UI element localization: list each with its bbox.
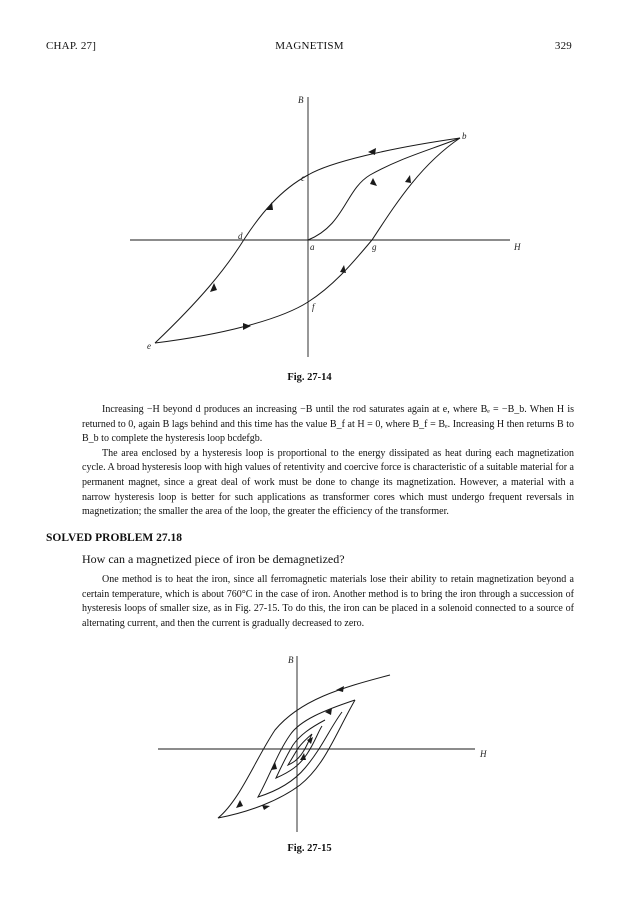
fig1-lower-branch [155,138,460,343]
solved-problem-question: How can a magnetized piece of iron be demagnetized? [82,552,345,566]
running-header-chapter: CHAP. 27] [46,40,97,52]
fig1-upper-branch [155,138,460,343]
solved-problem-answer: One method is to heat the iron, since all ferromagnetic materials lose their ability to retain magnetization beyond a certain temperature, which is about 760°C in the case of iron. Another method is to bring the iron through a succession of hysteresis loops of smaller size, as in Fig. 27-15. To do this, the iron can be placed in a solenoid connected to a source of alternating current, and then the current is gradually decreased to zero. [82,574,574,629]
fig2-loop-2 [258,700,355,797]
fig1-axis-label-B: B [298,95,304,105]
solved-problem-answer-block [82,573,574,631]
fig1-label-g: g [372,242,377,252]
fig2-arrow-2 [325,708,332,715]
fig2-arrow-4 [262,805,270,810]
fig1-label-d: d [238,231,243,241]
fig1-arrow-lower-3 [405,175,411,183]
fig1-label-b: b [462,131,467,141]
fig1-label-f: f [312,302,315,312]
fig1-label-a: a [310,242,315,252]
fig1-arrow-initial [370,178,377,186]
fig2-loop-inner [288,734,312,765]
paragraph-loop-area: The area enclosed by a hysteresis loop is proportional to the energy dissipated as heat during each magnetization cycle. A broad hysteresis loop with high values of retentivity and coercive force is characteristic of a suitable material for a permanent magnet, since a great deal of work must be done to change its magnetization. However, a material with a narrow hysteresis loop is better for such applications as transformer cores which must undergo frequent reversals in magnetization; the smaller the area of the loop, the greater the efficiency of the transformer. [82,447,574,518]
fig1-arrow-lower-1 [243,323,251,330]
body-text [82,403,574,520]
fig2-arrow-3 [236,800,243,808]
fig1-arrow-lower-2 [340,265,346,273]
figure-27-15-caption: Fig. 27-15 [287,843,332,854]
solved-problem-heading: SOLVED PROBLEM 27.18 [46,532,183,544]
fig2-axis-label-H: H [480,749,487,759]
fig1-label-c: c [301,173,305,183]
fig1-initial-magnetization-curve [308,138,460,240]
running-header-title: MAGNETISM [275,40,344,52]
paragraph-increasing-h: Increasing −H beyond d produces an increasing −B until the rod saturates again at e, where Bₑ = −B_b. When H is returned to 0, again B lags behind and this time has the value B_f at H = 0, where B_f = Bₑ. Increasing H then returns B to B_b to complete the hysteresis loop bcdefgb. [82,404,574,445]
fig2-loop-outer [218,675,390,818]
figure-27-15-demagnetization-loops [158,655,487,832]
fig1-label-e: e [147,341,151,351]
fig1-axis-label-H: H [514,242,521,252]
figure-27-14-caption: Fig. 27-14 [287,372,332,383]
fig2-axis-label-B: B [288,655,294,665]
page-number: 329 [554,40,572,52]
fig1-arrow-upper-2 [266,202,273,210]
